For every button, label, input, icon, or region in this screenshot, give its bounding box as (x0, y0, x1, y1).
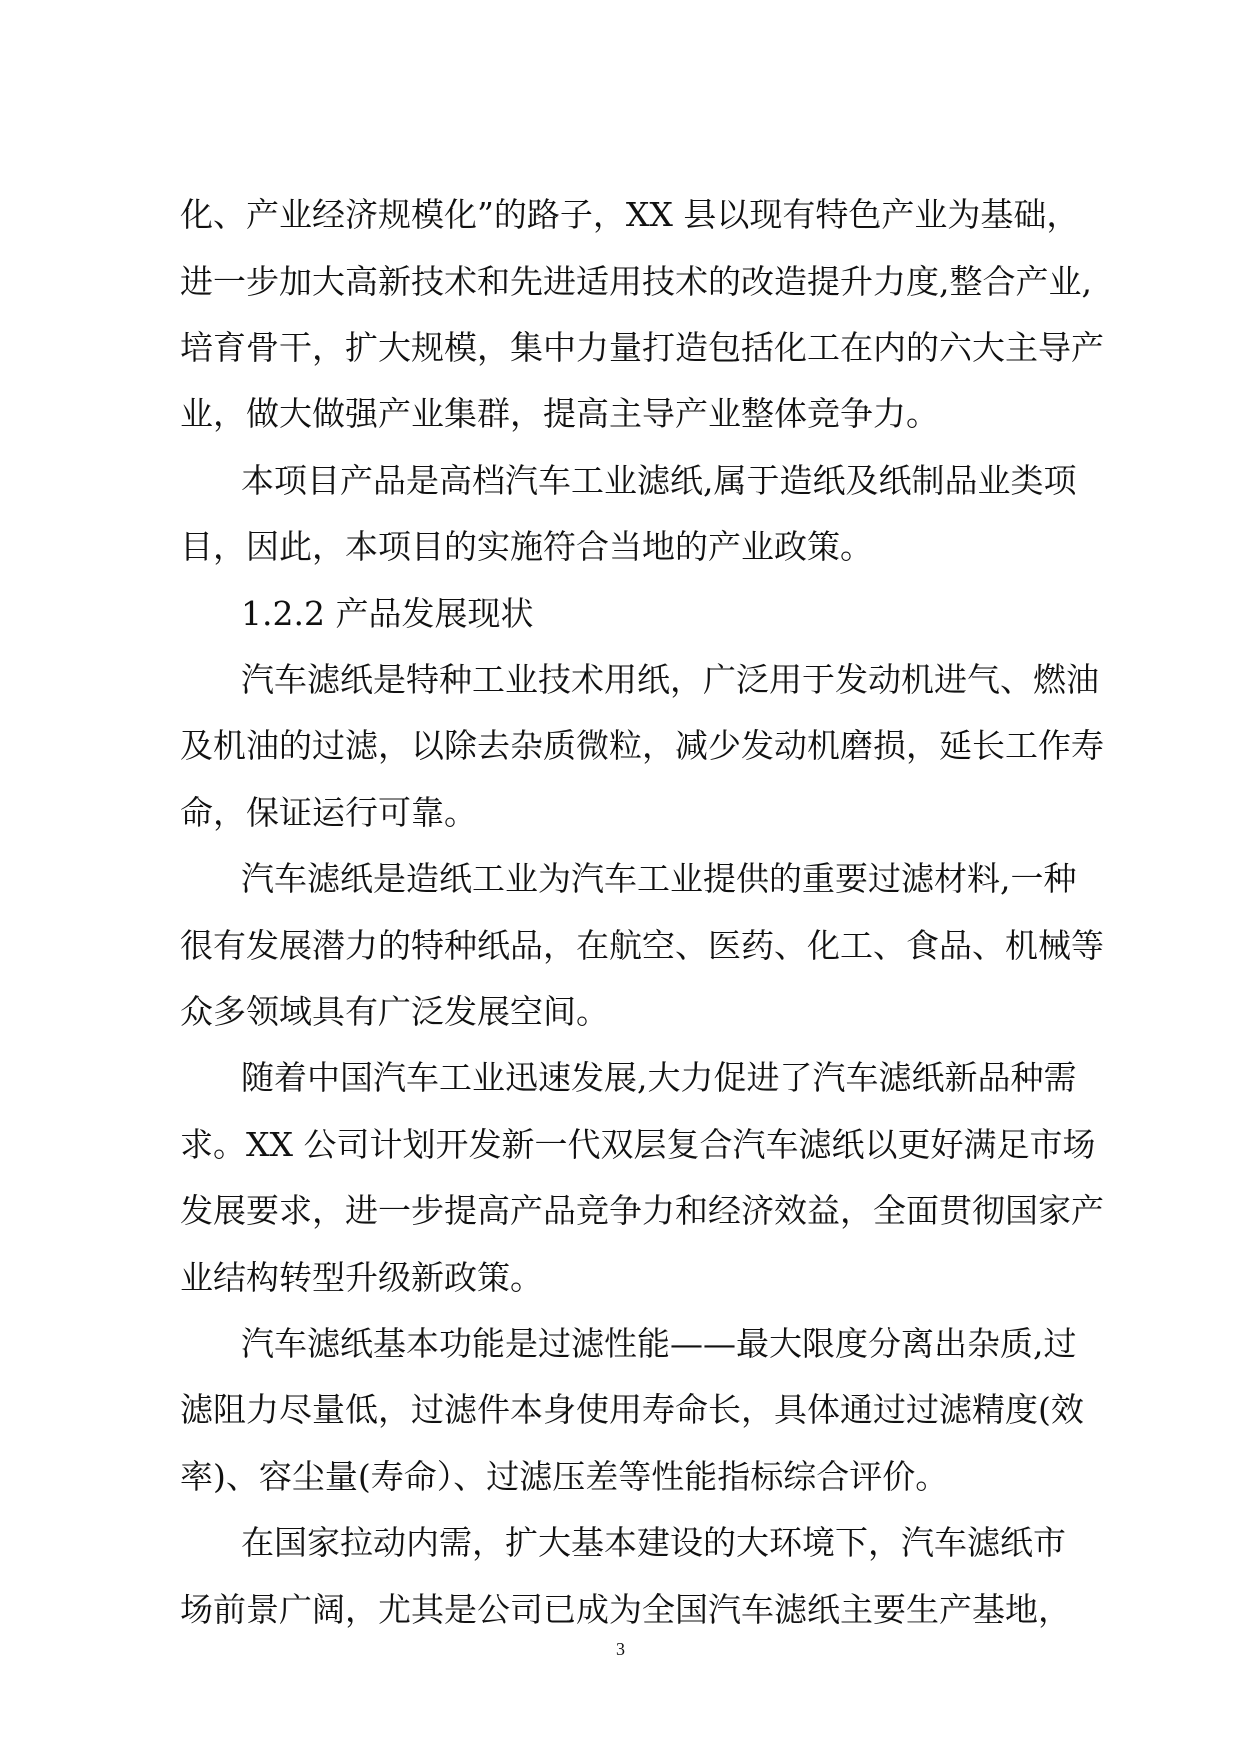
paragraph-line: 命，保证运行可靠。 (180, 793, 477, 832)
paragraph-line: 汽车滤纸是特种工业技术用纸，广泛用于发动机进气、燃油 (241, 660, 1099, 699)
paragraph-line: 目，因此，本项目的实施符合当地的产业政策。 (180, 527, 873, 566)
paragraph-line: 化、产业经济规模化”的路子，XX 县以现有特色产业为基础， (180, 195, 1080, 234)
paragraph-line: 汽车滤纸是造纸工业为汽车工业提供的重要过滤材料,一种 (241, 859, 1077, 898)
paragraph-line: 众多领域具有广泛发展空间。 (180, 992, 609, 1031)
paragraph-line: 进一步加大高新技术和先进适用技术的改造提升力度,整合产业, (180, 262, 1092, 301)
section-heading: 1.2.2 产品发展现状 (241, 594, 534, 633)
paragraph-line: 发展要求，进一步提高产品竞争力和经济效益，全面贯彻国家产 (180, 1191, 1104, 1230)
paragraph-line: 率)、容尘量(寿命）、过滤压差等性能指标综合评价。 (180, 1457, 949, 1496)
paragraph-line: 求。XX 公司计划开发新一代双层复合汽车滤纸以更好满足市场 (180, 1125, 1096, 1164)
paragraph-line: 培育骨干，扩大规模，集中力量打造包括化工在内的六大主导产 (180, 328, 1104, 367)
paragraph-line: 滤阻力尽量低，过滤件本身使用寿命长，具体通过过滤精度(效 (180, 1390, 1084, 1429)
paragraph-line: 在国家拉动内需，扩大基本建设的大环境下，汽车滤纸市 (241, 1523, 1066, 1562)
paragraph-line: 及机油的过滤，以除去杂质微粒，减少发动机磨损，延长工作寿 (180, 726, 1104, 765)
paragraph-line: 业，做大做强产业集群，提高主导产业整体竞争力。 (180, 394, 939, 433)
paragraph-line: 汽车滤纸基本功能是过滤性能——最大限度分离出杂质,过 (241, 1324, 1077, 1363)
paragraph-line: 很有发展潜力的特种纸品，在航空、医药、化工、食品、机械等 (180, 926, 1104, 965)
paragraph-line: 随着中国汽车工业迅速发展,大力促进了汽车滤纸新品种需 (241, 1058, 1077, 1097)
paragraph-line: 本项目产品是高档汽车工业滤纸,属于造纸及纸制品业类项 (241, 461, 1077, 500)
paragraph-line: 场前景广阔，尤其是公司已成为全国汽车滤纸主要生产基地， (180, 1590, 1071, 1629)
page-number: 3 (616, 1639, 625, 1659)
paragraph-line: 业结构转型升级新政策。 (180, 1258, 543, 1297)
